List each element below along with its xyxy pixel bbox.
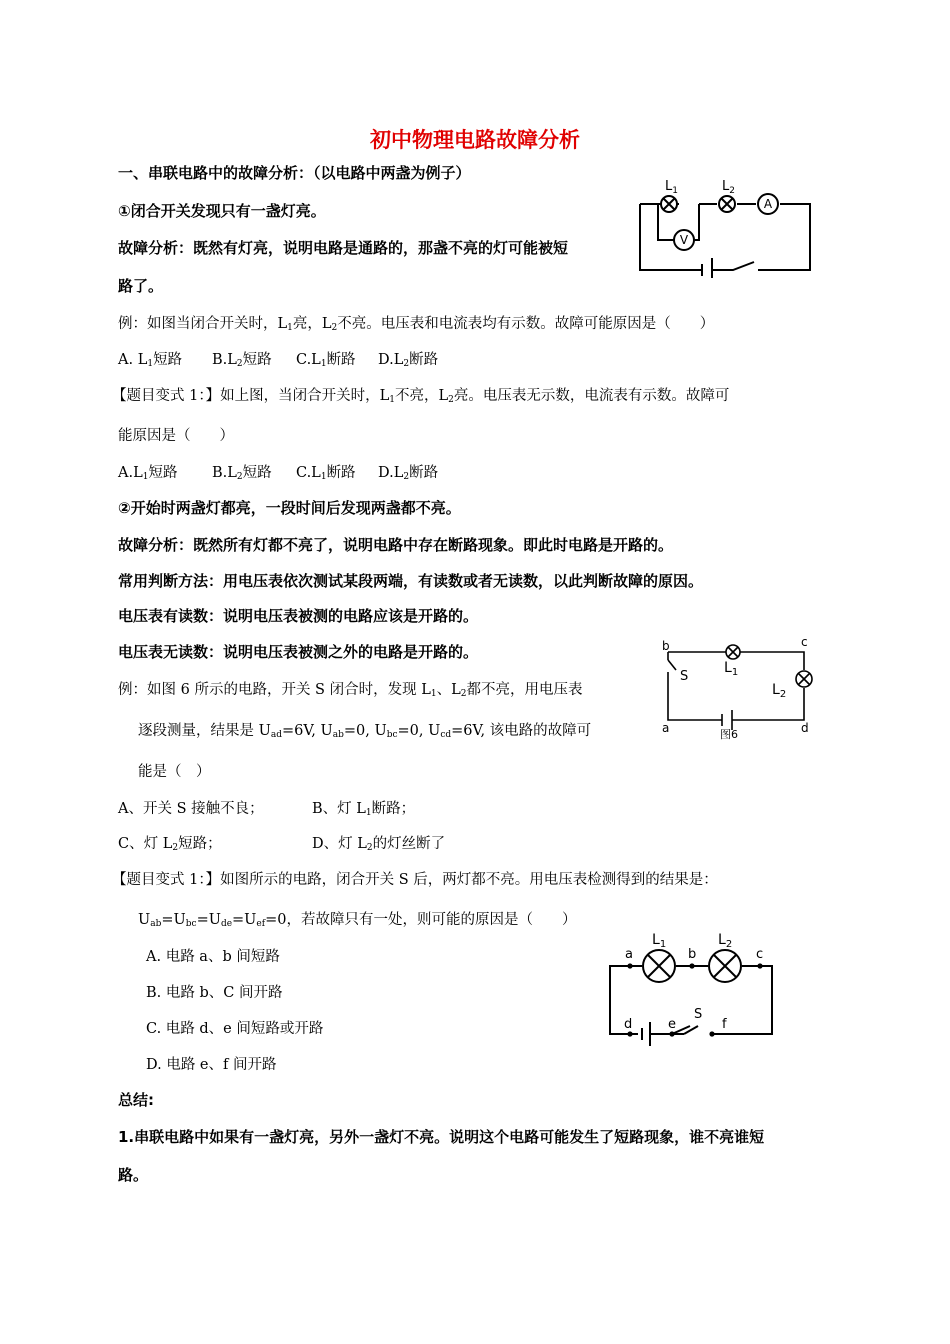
fig3-label-f: f xyxy=(722,1017,727,1032)
fig6-label-b: b xyxy=(662,639,670,653)
example-2-option-a: A、开关 S 接触不良； xyxy=(118,801,264,817)
example-2-line3: 能是（ ） xyxy=(138,764,211,780)
case1-title: ①闭合开关发现只有一盏灯亮。 xyxy=(118,202,326,220)
fig6-label-d: d xyxy=(801,721,809,735)
variant-1-option-c: $C.L_1$断路 xyxy=(296,465,356,482)
section-heading: 一、串联电路中的故障分析：（以电路中两盏为例子） xyxy=(118,164,471,182)
fig6-lamp-l1 xyxy=(726,645,740,659)
variant-2-option-a: A. 电路 a、b 间短路 xyxy=(146,949,280,965)
no-reading-text: 电压表无读数：说明电压表被测之外的电路是开路的。 xyxy=(118,643,479,661)
fig6-label-c: c xyxy=(801,635,808,649)
variant-2-option-d: D. 电路 e、f 间开路 xyxy=(146,1057,277,1073)
fig3-label-b: b xyxy=(688,947,697,962)
lamp-l2 xyxy=(719,196,735,212)
summary-1-line2: 路。 xyxy=(118,1166,149,1184)
fig3-label-e: e xyxy=(668,1017,676,1032)
example-2-option-d: D、灯 $L_2$的灯丝断了 xyxy=(312,836,446,853)
fig6-caption: 图6 xyxy=(720,728,738,741)
example-1-option-c: $C.L_1$断路 xyxy=(296,352,356,369)
fig6-lamp-l2 xyxy=(796,671,812,687)
ammeter-label: A xyxy=(763,197,773,211)
fig3-label-l1: $L_1$ xyxy=(652,932,667,950)
fig1-l2-label: $L_2$ xyxy=(722,179,735,196)
fig6-label-l2: $L_2$ xyxy=(772,682,787,700)
fig3-label-a: a xyxy=(625,947,633,962)
fig3-label-d: d xyxy=(624,1017,633,1032)
example-1: 例：如图当闭合开关时，$L_1$亮，$L_2$不亮。电压表和电流表均有示数。故障可能原因是（ ） xyxy=(118,316,715,333)
variant-2-option-b: B. 电路 b、C 间开路 xyxy=(146,985,283,1001)
example-2-option-b: B、灯 $L_1$断路； xyxy=(312,801,416,818)
fig6-label-a: a xyxy=(662,721,670,735)
fig1-l1-label: $L_1$ xyxy=(665,179,678,196)
page-title: 初中物理电路故障分析 xyxy=(370,128,580,152)
example-1-option-d: $D.L_2$断路 xyxy=(378,352,439,369)
variant-2-option-c: C. 电路 d、e 间短路或开路 xyxy=(146,1021,324,1037)
example-2-line2: 逐段测量，结果是 $U_{ad}=6V$, $U_{ab}=0$, $U_{bc}=0$, $U_{cd}=6V$, 该电路的故障可 xyxy=(138,723,592,740)
variant-1-option-b: $B.L_2$短路 xyxy=(212,465,272,482)
summary-label: 总结: xyxy=(118,1091,154,1109)
case2-title: ②开始时两盏灯都亮，一段时间后发现两盏都不亮。 xyxy=(118,499,461,517)
circuit-figure-1 xyxy=(636,178,816,278)
variant-2-line1: 【题目变式 1：】如图所示的电路，闭合开关 S 后，两灯都不亮。用电压表检测得到的结果是： xyxy=(112,872,718,888)
fig3-label-s: S xyxy=(694,1007,703,1022)
variant-2-line2: $U_{ab}=U_{bc}=U_{de}=U_{ef}=0$，若故障只有一处，则可能的原因是（ ） xyxy=(138,912,577,929)
fig6-label-l1: $L_1$ xyxy=(724,660,739,678)
example-2-line1: 例：如图 6 所示的电路，开关 S 闭合时，发现 $L_1$、$L_2$都不亮，用电压表 xyxy=(118,682,583,699)
has-reading-text: 电压表有读数：说明电压表被测的电路应该是开路的。 xyxy=(118,607,479,625)
circuit-figure-6 xyxy=(656,632,826,742)
variant-1-option-d: $D.L_2$断路 xyxy=(378,465,439,482)
example-1-option-b: $B.L_2$短路 xyxy=(212,352,272,369)
lamp-l1 xyxy=(661,196,677,212)
summary-1-line1: 1.串联电路中如果有一盏灯亮，另外一盏灯不亮。说明这个电路可能发生了短路现象，谁不亮谁短 xyxy=(118,1128,765,1146)
fig3-label-c: c xyxy=(756,947,764,962)
example-2-option-c: C、灯 $L_2$短路； xyxy=(118,836,222,853)
method-text: 常用判断方法：用电压表依次测试某段两端，有读数或者无读数，以此判断故障的原因。 xyxy=(118,572,704,590)
case1-analysis-line2: 路了。 xyxy=(118,277,164,295)
case2-analysis: 故障分析：既然所有灯都不亮了，说明电路中存在断路现象。即此时电路是开路的。 xyxy=(118,536,674,554)
variant-1-option-a: $A.L_1$短路 xyxy=(118,465,178,482)
fig6-label-s: S xyxy=(680,669,689,684)
fig3-lamp-l1 xyxy=(643,950,675,982)
variant-1-line1: 【题目变式 1：】如上图，当闭合开关时，$L_1$不亮，$L_2$亮。电压表无示数，电流表有示数。故障可 xyxy=(112,388,730,405)
variant-1-line2: 能原因是（ ） xyxy=(118,428,234,444)
voltmeter-label: V xyxy=(679,233,689,247)
fig3-label-l2: $L_2$ xyxy=(718,932,733,950)
fig3-lamp-l2 xyxy=(709,950,741,982)
circuit-figure-3 xyxy=(600,926,780,1050)
case1-analysis-line1: 故障分析：既然有灯亮，说明电路是通路的，那盏不亮的灯可能被短 xyxy=(118,239,569,257)
example-1-option-a: A. $L_1$短路 xyxy=(118,352,183,369)
